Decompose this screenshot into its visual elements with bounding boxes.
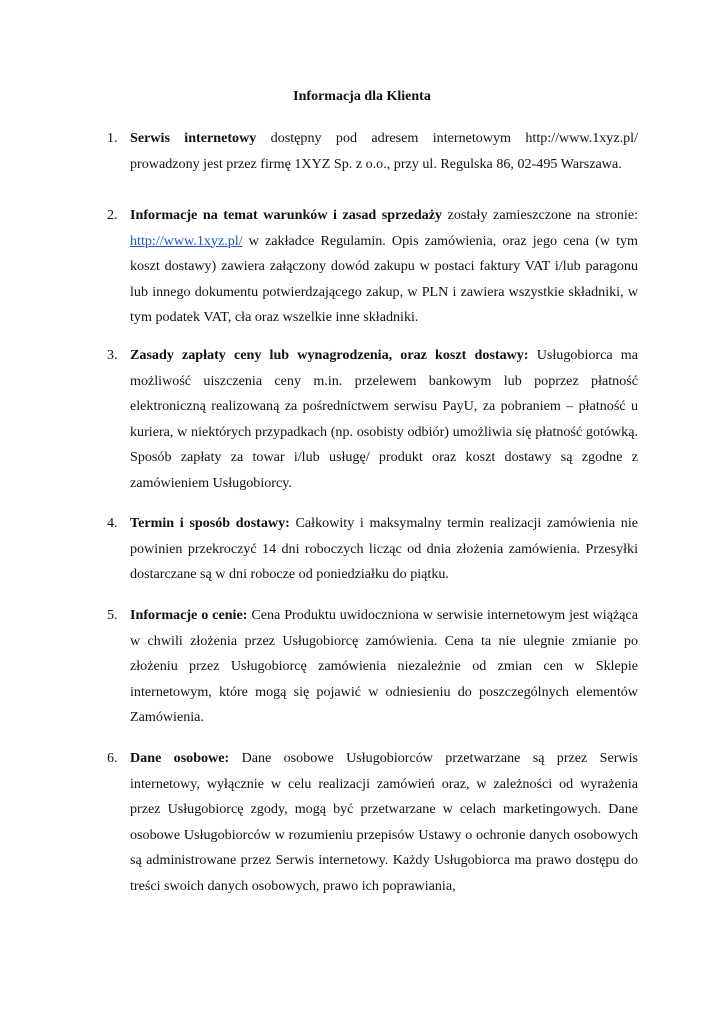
item-number: 6. <box>107 750 118 766</box>
item-body <box>130 203 638 331</box>
list-item-3 <box>107 343 638 497</box>
item-text: Dane osobowe Usługobiorców przetwarzane są przez Serwis internetowy, wyłącznie w celu realizacji zamówień oraz, w zależności od wyrażenia przez Usługobiorcę zgody, mogą być przetwarzane w celach marketingowych. Dane osobowe Usługobiorców w rozumieniu przepisów Ustawy o ochronie danych osobowych są administrowane przez Serwis internetowy. Każdy Usługobiorca ma prawo dostępu do treści swoich danych osobowych, prawo ich poprawiania, <box>130 750 638 894</box>
item-text: Cena Produktu uwidoczniona w serwisie internetowym jest wiążąca w chwili złożenia przez Usługobiorcę zamówienia. Cena ta nie ulegnie zmianie po złożeniu przez Usługobiorcę zamówienia niezależnie od zmian cen w Sklepie internetowym, które mogą się pojawić w odniesieniu do poszczególnych elementów Zamówienia. <box>130 607 638 726</box>
item-text: Całkowity i maksymalny termin realizacji zamówienia nie powinien przekroczyć 14 dni roboczych licząc od dnia złożenia zamówienia. Przesyłki dostarczane są w dni robocze od poniedziałku do piątku. <box>130 515 638 583</box>
list-item-6 <box>107 746 638 900</box>
item-body <box>130 126 638 177</box>
regulamin-link[interactable]: http://www.1xyz.pl/ <box>130 232 243 249</box>
item-text: dostępny pod adresem internetowym http://www.1xyz.pl/ prowadzony jest przez firmę 1XYZ Sp. z o.o., przy ul. Regulska 86, 02-495 Warszawa. <box>130 130 638 172</box>
item-body <box>130 603 638 731</box>
item-text: w zakładce Regulamin. Opis zamówienia, oraz jego cena (w tym koszt dostawy) zawiera załączony dowód zakupu w postaci faktury VAT i/lub paragonu lub innego dokumentu potwierdzającego zakup, w PLN i zawiera wszystkie składniki, w tym podatek VAT, cła oraz wszelkie inne składniki. <box>130 232 638 326</box>
item-body <box>130 746 638 900</box>
item-body <box>130 343 638 497</box>
document-title: Informacja dla Klienta <box>293 89 431 104</box>
item-number: 1. <box>107 130 118 146</box>
item-heading: Zasady zapłaty ceny lub wynagrodzenia, oraz koszt dostawy: <box>130 347 529 363</box>
item-number: 3. <box>107 347 118 363</box>
list-item-1 <box>107 126 638 177</box>
list-item-5 <box>107 603 638 731</box>
item-heading: Dane osobowe: <box>130 750 230 766</box>
item-text: zostały zamieszczone na stronie: <box>442 207 638 223</box>
item-heading: Termin i sposób dostawy: <box>130 515 290 531</box>
item-heading: Serwis internetowy <box>130 130 257 146</box>
list-item-4 <box>107 511 638 588</box>
item-number: 2. <box>107 207 118 223</box>
item-number: 5. <box>107 607 118 623</box>
item-number: 4. <box>107 515 118 531</box>
item-heading: Informacje o cenie: <box>130 607 248 623</box>
list-item-2 <box>107 203 638 331</box>
item-text: Usługobiorca ma możliwość uiszczenia ceny m.in. przelewem bankowym lub poprzez płatność elektroniczną realizowaną za pośrednictwem serwisu PayU, za pobraniem – płatność u kuriera, w niektórych przypadkach (np. osobisty odbiór) umożliwia się płatność gotówką. Sposób zapłaty za towar i/lub usługę/ produkt oraz koszt dostawy są zgodne z zamówieniem Usługobiorcy. <box>130 347 638 491</box>
item-heading: Informacje na temat warunków i zasad sprzedaży <box>130 207 443 223</box>
item-body <box>130 511 638 588</box>
